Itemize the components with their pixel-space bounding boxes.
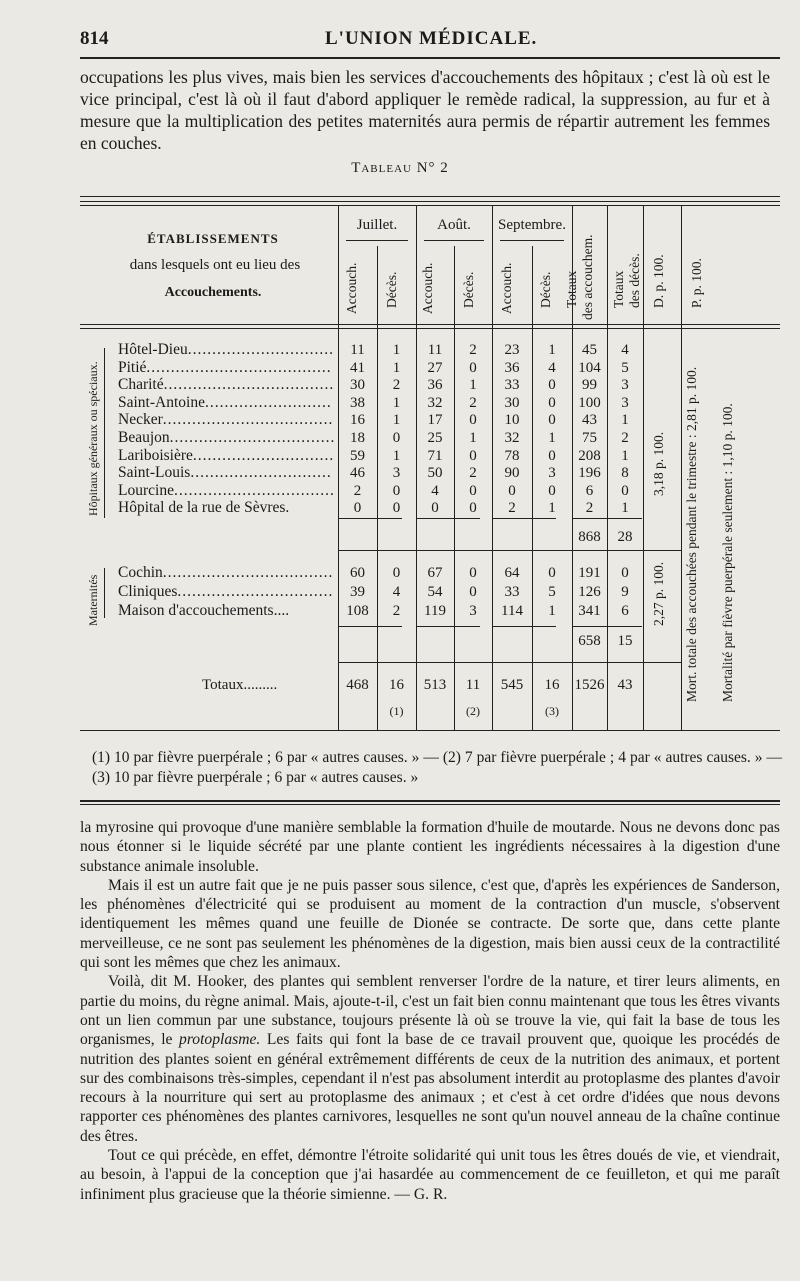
note-mark-1: (1) xyxy=(389,704,404,718)
group1-row-label xyxy=(118,394,332,412)
table-bottom-rule xyxy=(80,730,780,731)
group1-brace xyxy=(104,348,105,518)
group1-row-label xyxy=(118,447,334,465)
group1-cell: 36 xyxy=(504,359,520,376)
g2-d-pct: 2,27 p. 100. xyxy=(651,561,666,626)
head-month-juillet: Juillet. xyxy=(356,217,398,233)
group1-cell: 11 xyxy=(350,342,365,358)
group2-cell: 126 xyxy=(578,584,601,600)
head-month-aout: Août. xyxy=(437,217,471,233)
group2-cell: 1 xyxy=(548,603,556,619)
group2-cell: 0 xyxy=(548,565,556,581)
group2-cell: 64 xyxy=(504,565,520,581)
group1-cell: 1 xyxy=(392,412,401,429)
intro-paragraph xyxy=(80,66,770,154)
leader-dots: ................................ xyxy=(177,583,334,600)
footnote-text: (1) 10 par fièvre puerpérale ; 6 par « autres causes. » — (2) 7 par fièvre puerpérale ; 4 par « autres causes. » — (3) 10 par fièvre puerpérale ; 6 par « autres causes. » xyxy=(92,749,782,786)
group2-cell: 54 xyxy=(427,584,443,600)
group2-cell: 119 xyxy=(424,603,446,619)
head-month-septembre: Septembre. xyxy=(498,217,566,233)
table-top-rule-3 xyxy=(80,205,780,206)
group1-cell: 0 xyxy=(392,430,401,446)
group1-cell: 1 xyxy=(548,500,556,517)
head-d-pct: D. p. 100. xyxy=(651,254,666,308)
group1-label: Hôpitaux généraux ou spéciaux. xyxy=(86,361,100,516)
group2-cell: 67 xyxy=(427,565,443,581)
group2-cell: 4 xyxy=(392,584,401,600)
section-rule-1 xyxy=(80,800,780,802)
totals-cell: 468 xyxy=(346,677,369,693)
leader-dots: ................................... xyxy=(162,564,334,581)
group1-cell: 1 xyxy=(548,430,556,446)
group1-cell: 2 xyxy=(353,482,362,499)
g2-rule-4 xyxy=(572,626,642,627)
group1-cell: 36 xyxy=(427,377,443,394)
head-sept-deces: Décès. xyxy=(538,271,553,308)
g1-rule-3 xyxy=(492,518,556,519)
g1-rule-4 xyxy=(572,518,642,519)
group1-row-label xyxy=(118,359,332,377)
group1-cell: 59 xyxy=(350,447,365,464)
leader-dots: ...................................... xyxy=(146,358,332,376)
group2-cell: 0 xyxy=(469,565,477,581)
body-paragraph-3a: Voilà, dit M. Hooker, des plantes qui semblent renverser l'ordre de la nature, et tirer leurs aliments, en partie du moins, du règne animal. Mais, ajoute-t-il, c'est un fait bien connu maintenant que tous les êtres vivants ont un lien commun par une substance, toujours présente là où se trouve la vie, qui fait la base de tous les organismes, le xyxy=(80,973,780,1049)
group1-cell: 1 xyxy=(548,342,556,358)
group1-cell: 99 xyxy=(582,377,597,394)
g1-sum-deces: 28 xyxy=(617,529,633,545)
group1-cell: 104 xyxy=(578,359,601,376)
group1-cell: 208 xyxy=(578,447,601,464)
group1-cell: 0 xyxy=(392,500,401,517)
signature: — G. R. xyxy=(394,1185,448,1203)
group1-cell: 30 xyxy=(350,377,365,394)
leader-dots: ................................. xyxy=(173,481,335,499)
group1-cell: 43 xyxy=(582,412,597,429)
head-totaux-deces-2: des décès. xyxy=(627,253,642,308)
group2-cell: 3 xyxy=(469,603,477,619)
group1-cell: 0 xyxy=(469,447,477,464)
group1-cell: 0 xyxy=(548,482,556,499)
group1-cell: 17 xyxy=(427,412,443,429)
leader-dots: ............................. xyxy=(190,464,332,482)
group1-row-label xyxy=(118,464,332,482)
head-accouchements: Accouchements. xyxy=(164,285,262,300)
establishment-name: Cliniques xyxy=(118,583,178,600)
g2-rule-3 xyxy=(492,626,556,627)
group2-cell: 5 xyxy=(548,584,556,600)
group1-row-label xyxy=(118,341,334,359)
group1-cell: 0 xyxy=(469,482,477,499)
mortality-table xyxy=(80,196,780,740)
header-bottom-rule-2 xyxy=(80,328,780,329)
body-paragraph-1: la myrosine qui provoque d'une manière semblable la formation d'huile de moutarde. Nous ne devons donc pas nous étonner si le liquide sécrété par une plante contient les ingrédients nécessaires à la digestion d'une substance animale insoluble. xyxy=(80,819,780,875)
g2-rule-2 xyxy=(416,626,480,627)
head-totaux-deces-1: Totaux xyxy=(611,270,626,308)
establishment-name: Hôtel-Dieu xyxy=(118,341,188,358)
establishment-name: Hôpital de la rue de Sèvres. xyxy=(118,499,290,517)
group1-cell: 2 xyxy=(469,465,477,482)
header-bottom-rule xyxy=(80,324,780,325)
group2-cell: 114 xyxy=(501,603,523,619)
group1-cell: 11 xyxy=(427,342,443,358)
group1-cell: 90 xyxy=(504,465,520,482)
table-title: Tableau N° 2 xyxy=(351,160,449,176)
header-rule xyxy=(80,57,780,59)
leader-dots: .......................... xyxy=(204,393,332,411)
leader-dots: ................................... xyxy=(163,376,335,394)
g1-rule-1 xyxy=(338,518,402,519)
running-header xyxy=(80,28,780,54)
group1-cell: 38 xyxy=(350,394,365,411)
group2-cell: 60 xyxy=(350,565,365,581)
group2-cell: 0 xyxy=(392,565,401,581)
group2-cell: 0 xyxy=(621,565,629,581)
group1-cell: 32 xyxy=(504,430,520,446)
g2-sum-deces: 15 xyxy=(617,633,633,649)
group1-cell: 0 xyxy=(469,412,477,429)
group1-cell: 33 xyxy=(504,377,520,394)
group1-cell: 196 xyxy=(578,465,601,482)
establishment-name: Lourcine xyxy=(118,481,174,499)
group1-cell: 1 xyxy=(621,412,629,429)
group1-cell: 78 xyxy=(504,447,520,464)
group2-row-label xyxy=(118,602,289,620)
group2-cell: 191 xyxy=(578,565,601,581)
head-aout-deces: Décès. xyxy=(461,271,476,308)
group2-cell: 0 xyxy=(469,584,477,600)
group2-cell: 6 xyxy=(621,603,629,619)
group1-cell: 100 xyxy=(578,394,601,411)
group1-cell: 0 xyxy=(469,359,477,376)
head-totaux-accouch-1: Totaux xyxy=(564,270,579,308)
group2-cell: 33 xyxy=(504,584,520,600)
leader-dots: .............................. xyxy=(187,341,334,358)
table-top-rule xyxy=(80,196,780,197)
leader-dots: .................................. xyxy=(169,429,336,446)
group1-cell: 1 xyxy=(469,430,477,446)
brace-septembre xyxy=(500,240,564,241)
group1-cell: 1 xyxy=(392,342,401,358)
group1-cell: 30 xyxy=(504,394,520,411)
totals-cell: 1526 xyxy=(574,677,605,693)
group1-cell: 0 xyxy=(548,447,556,464)
head-p-pct: P. p. 100. xyxy=(689,258,704,308)
head-juillet-accouch: Accouch. xyxy=(344,262,359,314)
body-paragraph-2: Mais il est un autre fait que je ne puis passer sous silence, c'est que, d'après les expériences de Sanderson, les phénomènes d'électricité qui se produisent au moment de la contraction d'un muscle, s'observent identiquement les mêmes quand une feuille de Dionée se contracte. De sorte que, dans cette plante merveilleuse, ce ne sont pas seulement les phénomènes de la digestion, mais bien aussi ceux de la contractilité qui sont les mêmes que chez les animaux. xyxy=(80,876,780,972)
group2-cell: 39 xyxy=(350,584,365,600)
group1-cell: 23 xyxy=(504,342,520,358)
g2-rule-1 xyxy=(338,626,402,627)
establishment-name: Maison d'accouchements.... xyxy=(118,602,290,619)
group2-brace xyxy=(104,568,105,618)
g1-rule-2 xyxy=(416,518,480,519)
establishment-name: Lariboisière xyxy=(118,446,193,464)
body-paragraph-4 xyxy=(80,1146,780,1204)
head-dans-lesquels: dans lesquels ont eu lieu des xyxy=(129,257,301,273)
totals-cell: 43 xyxy=(617,677,633,693)
group1-cell: 1 xyxy=(392,394,401,411)
group1-cell: 2 xyxy=(469,342,477,358)
group1-cell: 8 xyxy=(621,465,629,482)
intro-text: occupations les plus vives, mais bien les services d'accouchements des hôpitaux ; c'est là où est le vice principal, c'est là où il faut d'abord appliquer le remède radical, la suppression, au fur et à mesure que la multiplication des petites maternités aura permis de répartir autrement les femmes en couches. xyxy=(80,67,770,153)
g1-d-pct: 3,18 p. 100. xyxy=(651,431,666,496)
totals-cell: 16 xyxy=(389,677,404,693)
establishment-name: Saint-Antoine xyxy=(118,393,205,411)
totals-label: Totaux......... xyxy=(202,677,278,693)
head-establishments: ÉTABLISSEMENTS xyxy=(147,231,279,246)
group1-row-label xyxy=(118,482,335,500)
group1-cell: 1 xyxy=(621,500,629,517)
footnote xyxy=(92,748,782,788)
side-text-puerperal-mortality: Mortalité par fièvre puerpérale seulement : 1,10 p. 100. xyxy=(720,403,735,702)
col-line-9 xyxy=(643,205,644,730)
group1-cell: 18 xyxy=(350,430,365,446)
establishment-name: Cochin xyxy=(118,564,163,581)
group1-cell: 4 xyxy=(431,482,439,499)
table-top-rule-2 xyxy=(80,201,780,202)
head-sept-accouch: Accouch. xyxy=(499,262,514,314)
protoplasme-term: protoplasme. xyxy=(179,1031,261,1049)
note-mark-3: (3) xyxy=(545,704,559,718)
group1-cell: 3 xyxy=(621,394,629,411)
brace-aout xyxy=(424,240,484,241)
group1-row-label xyxy=(118,429,335,447)
group1-cell: 6 xyxy=(585,482,594,499)
group1-cell: 27 xyxy=(427,359,443,376)
group1-cell: 16 xyxy=(350,412,365,429)
group2-label: Maternités xyxy=(86,574,100,626)
side-text-total-mortality: Mort. totale des accouchées pendant le trimestre : 2,81 p. 100. xyxy=(684,366,699,702)
group1-cell: 2 xyxy=(585,500,594,517)
group1-cell: 1 xyxy=(392,359,401,376)
group2-cell: 9 xyxy=(621,584,629,600)
group1-cell: 0 xyxy=(353,500,362,517)
group1-cell: 3 xyxy=(548,465,556,482)
group1-cell: 0 xyxy=(431,500,439,517)
group1-cell: 5 xyxy=(621,359,629,376)
group2-row-label xyxy=(118,564,333,582)
group1-cell: 0 xyxy=(548,394,556,411)
section-rule-2 xyxy=(80,804,780,805)
establishment-name: Necker xyxy=(118,411,163,429)
group1-cell: 75 xyxy=(582,430,597,446)
group1-cell: 0 xyxy=(621,482,629,499)
group1-cell: 41 xyxy=(350,359,365,376)
group1-cell: 46 xyxy=(350,465,365,482)
brace-juillet xyxy=(346,240,408,241)
feuilleton-text xyxy=(80,818,780,1204)
group1-cell: 71 xyxy=(427,447,443,464)
group1-cell: 1 xyxy=(469,377,477,394)
group2-cell: 2 xyxy=(392,603,401,619)
group1-row-label xyxy=(118,376,334,394)
totals-cell: 545 xyxy=(500,677,524,693)
leader-dots: ................................... xyxy=(162,411,334,429)
group1-cell: 3 xyxy=(621,377,629,394)
body-paragraph-4-text: Tout ce qui précède, en effet, démontre l'étroite solidarité qui unit tous les êtres doués de vie, et viendrait, au besoin, à l'appui de la conception que j'ai hasardée au commencement de ce feuilleton, et qui me paraît infiniment plus gracieuse que la théorie simienne. xyxy=(80,1147,780,1203)
group1-cell: 32 xyxy=(427,394,443,411)
group1-cell: 2 xyxy=(621,430,629,446)
head-juillet-deces: Décès. xyxy=(384,271,399,308)
group1-cell: 0 xyxy=(469,500,477,517)
page-number: 814 xyxy=(80,28,109,49)
group1-cell: 25 xyxy=(427,430,443,446)
group1-row-label xyxy=(118,411,333,429)
g1-sum-rule xyxy=(338,550,681,551)
body-paragraph-3 xyxy=(80,972,780,1146)
group1-cell: 0 xyxy=(548,412,556,429)
group1-cell: 4 xyxy=(548,359,556,376)
col-line-10 xyxy=(681,205,682,730)
establishment-name: Charité xyxy=(118,376,164,394)
group1-cell: 10 xyxy=(504,412,520,429)
group2-cell: 108 xyxy=(346,603,369,619)
totals-cell: 11 xyxy=(465,677,481,693)
group1-cell: 0 xyxy=(392,482,401,499)
group1-cell: 2 xyxy=(469,394,477,411)
head-totaux-accouch-2: des accouchem. xyxy=(580,234,595,320)
group1-cell: 2 xyxy=(508,500,516,517)
group1-cell: 4 xyxy=(621,342,629,358)
group1-cell: 0 xyxy=(508,482,516,499)
totals-cell: 16 xyxy=(544,677,560,693)
group1-cell: 50 xyxy=(427,465,443,482)
g2-sum-accouch: 658 xyxy=(578,633,601,649)
g1-sum-accouch: 868 xyxy=(578,529,601,545)
leader-dots: ............................. xyxy=(192,446,335,464)
head-aout-accouch: Accouch. xyxy=(420,262,435,314)
group1-cell: 0 xyxy=(548,377,556,394)
group1-cell: 45 xyxy=(582,342,597,358)
totals-label-text: Totaux xyxy=(202,677,244,693)
establishment-name: Saint-Louis xyxy=(118,464,191,482)
group1-cell: 1 xyxy=(621,447,629,464)
group2-row-label xyxy=(118,583,333,601)
group2-cell: 341 xyxy=(578,603,601,619)
group1-cell: 2 xyxy=(392,377,401,394)
journal-title: L'UNION MÉDICALE. xyxy=(325,28,538,49)
group1-cell: 3 xyxy=(392,465,401,482)
note-mark-2: (2) xyxy=(466,704,480,718)
totals-cell: 513 xyxy=(423,677,447,693)
establishment-name: Beaujon xyxy=(118,429,170,446)
body-paragraph-3b: Les faits qui font la base de ce travail prouvent que, quoique les procédés de nutrition des plantes soient en général extrêmement différents de ceux de la nutrition des animaux, et portent sur des combinaisons très-simples, cependant il n'est pas absolument interdit au protoplasme des plantes d'avoir recours à la nourriture qui sert au protoplasme des animaux ; et c'est à cet ordre d'idées que nous devons rapporter ces phénomènes des plantes carnivores, lesquelles ne sont qu'un nouvel anneau de la chaîne continue des êtres. xyxy=(80,1031,780,1145)
group1-row-label xyxy=(118,499,289,517)
g2-sum-rule xyxy=(338,662,681,663)
establishment-name: Pitié xyxy=(118,358,147,376)
group1-cell: 1 xyxy=(392,447,401,464)
